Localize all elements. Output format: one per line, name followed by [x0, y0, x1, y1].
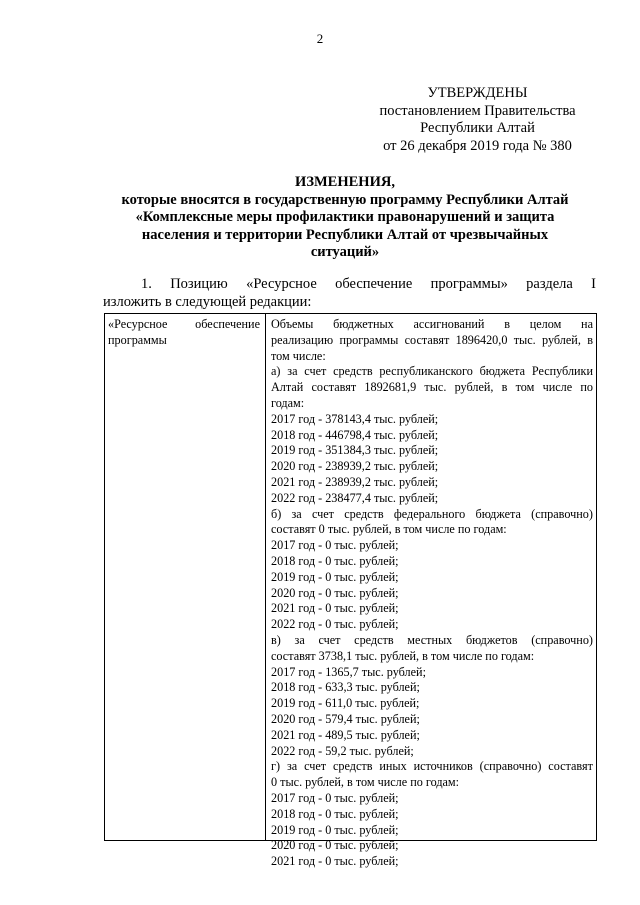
content-line: 2017 год - 0 тыс. рублей;	[271, 538, 399, 553]
content-line: том числе:	[271, 348, 326, 363]
word: Республики	[531, 364, 593, 379]
word: на	[581, 317, 593, 331]
word: средств	[333, 364, 373, 379]
word: 1896420,0	[455, 332, 508, 347]
intro-line-1	[103, 276, 596, 294]
approval-region: Республики Алтай	[420, 120, 535, 136]
word: республиканского	[379, 364, 473, 379]
heading-line: «Комплексные меры профилактики правонарушений и защита	[135, 209, 555, 225]
content-line: 2018 год - 0 тыс. рублей;	[271, 553, 399, 568]
word: местных	[407, 632, 453, 647]
intro-paragraph	[103, 276, 596, 311]
word: счет	[304, 364, 327, 379]
word: обеспечение	[195, 317, 260, 331]
approval-stamp	[360, 85, 595, 155]
word: обеспечение	[335, 276, 413, 292]
content-line	[271, 507, 593, 523]
word: б)	[271, 506, 282, 521]
word: за	[287, 364, 298, 379]
content-line: составят 0 тыс. рублей, в том числе по годам:	[271, 522, 507, 537]
word: «Ресурсное	[108, 317, 168, 331]
word: Объемы	[271, 317, 314, 331]
word: Позицию	[170, 276, 228, 292]
content-line	[271, 333, 593, 349]
word: а)	[271, 364, 281, 379]
content-line: 2020 год - 0 тыс. рублей;	[271, 585, 399, 600]
heading-line: ситуаций»	[310, 244, 380, 260]
content-line: 2020 год - 0 тыс. рублей;	[271, 838, 399, 853]
word: тыс.	[513, 332, 536, 347]
word: в	[504, 317, 510, 331]
word: ассигнований	[413, 317, 485, 331]
content-line: 2019 год - 0 тыс. рублей;	[271, 569, 399, 584]
content-line: 2021 год - 489,5 тыс. рублей;	[271, 727, 420, 742]
approval-title: УТВЕРЖДЕНЫ	[427, 85, 528, 101]
content-line: 2021 год - 238939,2 тыс. рублей;	[271, 474, 439, 489]
content-line: 2018 год - 633,3 тыс. рублей;	[271, 680, 420, 695]
content-line: 2020 год - 579,4 тыс. рублей;	[271, 711, 420, 726]
content-line: 2021 год - 0 тыс. рублей;	[271, 601, 399, 616]
word: за	[291, 506, 302, 521]
word: реализацию	[271, 332, 334, 347]
word: бюджета	[479, 364, 526, 379]
label-line-2: программы	[108, 332, 167, 347]
word: рублей,	[454, 380, 494, 395]
heading-line: населения и территории Республики Алтай от чрезвычайных	[141, 226, 549, 243]
word: 1.	[141, 276, 152, 292]
content-line: 2019 год - 0 тыс. рублей;	[271, 822, 399, 837]
word: за	[294, 632, 305, 647]
word: бюджетных	[333, 317, 394, 331]
word: средств	[354, 632, 394, 647]
content-line: 2018 год - 446798,4 тыс. рублей;	[271, 427, 439, 442]
word: в	[501, 380, 508, 395]
content-line	[271, 364, 593, 380]
word: Алтай	[271, 380, 304, 395]
word: за	[286, 759, 298, 774]
approval-date: от 26 декабря 2019 года № 380	[383, 137, 572, 154]
word: числе	[542, 380, 573, 395]
content-line	[271, 380, 593, 396]
word: федерального	[393, 506, 466, 521]
word: бюджета	[475, 506, 521, 521]
content-line: составят 3738,1 тыс. рублей, в том числе по годам:	[271, 648, 535, 663]
content-line: 2017 год - 0 тыс. рублей;	[271, 790, 399, 805]
word: счет	[318, 632, 341, 647]
content-line: 2020 год - 238939,2 тыс. рублей;	[271, 459, 439, 474]
word: счет	[304, 759, 327, 774]
content-line: 2017 год - 378143,4 тыс. рублей;	[271, 411, 439, 426]
word: г)	[271, 759, 281, 774]
page-number: 2	[316, 31, 324, 46]
word: счет	[311, 506, 334, 521]
word: I	[591, 276, 596, 292]
document-heading	[100, 174, 590, 262]
word: средств	[344, 506, 384, 521]
word: (справочно)	[531, 632, 593, 647]
content-line: 2022 год - 238477,4 тыс. рублей;	[271, 490, 439, 505]
word: источников	[413, 759, 473, 774]
content-line: годам:	[271, 395, 305, 410]
heading-line: которые вносятся в государственную программу Республики Алтай	[121, 191, 569, 208]
word: в	[587, 332, 593, 347]
label-line-1	[108, 317, 260, 333]
content-line: 2017 год - 1365,7 тыс. рублей;	[271, 664, 426, 679]
content-line: 2022 год - 59,2 тыс. рублей;	[271, 743, 414, 758]
word: (справочно)	[531, 506, 593, 521]
resource-table	[104, 313, 597, 869]
content-line	[271, 317, 593, 333]
word: том	[515, 380, 535, 395]
approval-authority: постановлением Правительства	[379, 102, 576, 119]
content-line: 2018 год - 0 тыс. рублей;	[271, 806, 399, 821]
content-line: 0 тыс. рублей, в том числе по годам:	[271, 775, 460, 790]
content-line: 2019 год - 351384,3 тыс. рублей;	[271, 443, 439, 458]
word: целом	[529, 317, 562, 331]
word: «Ресурсное	[246, 276, 317, 292]
word: иных	[379, 759, 407, 774]
word: составят	[404, 332, 450, 347]
word: в)	[271, 632, 281, 647]
heading-title: ИЗМЕНЕНИЯ,	[295, 174, 395, 190]
word: программы»	[430, 276, 508, 292]
word: рублей,	[542, 332, 581, 347]
content-line: 2019 год - 611,0 тыс. рублей;	[271, 696, 420, 711]
word: средств	[333, 759, 373, 774]
intro-line-2: изложить в следующей редакции:	[103, 293, 312, 310]
table-cell-label	[108, 317, 260, 349]
table-column-divider	[265, 314, 266, 840]
content-line	[271, 633, 593, 649]
table-cell-content	[271, 317, 593, 870]
word: бюджетов	[465, 632, 518, 647]
content-line	[271, 759, 593, 775]
word: программы	[339, 332, 399, 347]
content-line: 2022 год - 0 тыс. рублей;	[271, 617, 399, 632]
word: составят	[311, 380, 357, 395]
word: раздела	[526, 276, 573, 292]
word: 1892681,9	[364, 380, 417, 395]
word: по	[580, 380, 593, 395]
word: (справочно)	[479, 759, 542, 774]
word: тыс.	[424, 380, 447, 395]
content-line: 2021 год - 0 тыс. рублей;	[271, 854, 399, 869]
word: составят	[548, 759, 593, 774]
